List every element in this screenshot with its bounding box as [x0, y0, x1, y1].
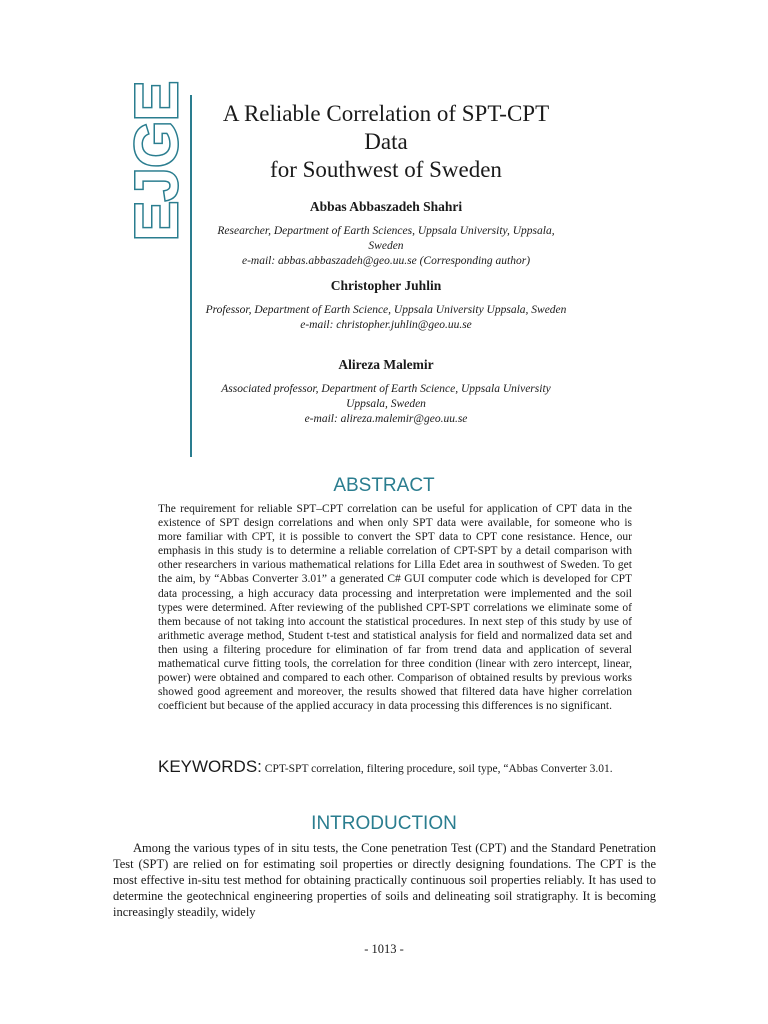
header-vertical-rule: [190, 95, 192, 457]
author-email[interactable]: e-mail: abbas.abbaszadeh@geo.uu.se (Corresponding author): [241, 255, 531, 267]
author-email[interactable]: e-mail: christopher.juhlin@geo.uu.se: [300, 319, 472, 331]
author-name: Abbas Abbaszadeh Shahri: [309, 199, 463, 214]
keywords: [158, 757, 632, 776]
author-affiliation: Associated professor, Department of Earth Science, Uppsala University Uppsala, Sweden: [221, 383, 551, 410]
abstract-heading: ABSTRACT: [333, 475, 435, 496]
keywords-text: CPT-SPT correlation, filtering procedure, soil type, “Abbas Converter 3.01.: [264, 763, 613, 775]
keywords-label: KEYWORDS:: [158, 757, 262, 776]
introduction-heading: INTRODUCTION: [311, 813, 457, 834]
paper-title-line-1: A Reliable Correlation of SPT-CPT Data: [222, 101, 550, 154]
author-block-2: [200, 277, 572, 333]
introduction-body: Among the various types of in situ tests, the Cone penetration Test (CPT) and the Standard Penetration Test (SPT) are relied on for estimating soil properties or directly designing foundations. The CPT is the most effective in-situ test method for obtaining practically continuous soil properties reliably. It has used to determine the geotechnical engineering properties of soils and delineating soil stratigraphy. It is becoming increasingly steadily, widely: [113, 841, 656, 919]
journal-logo-text: EJGE: [123, 80, 190, 241]
author-name: Christopher Juhlin: [330, 278, 442, 293]
abstract-body: The requirement for reliable SPT–CPT correlation can be useful for application of CPT data in the existence of SPT design correlations and when only SPT data were available, for someone who is more familiar with CPT, it is possible to convert the SPT data to CPT cone resistance. Hence, our emphasis in this study is to determine a reliable correlation of CPT-SPT by a detail comparison with other researchers in various mathematical relations for Lilla Edet area in southwest of Sweden. To get the aim, by “Abbas Converter 3.01” a generated C# GUI computer code which is developed for CPT data processing, a high accuracy data processing and interpretation were implemented and the soil types were determined. After reviewing of the published CPT-SPT correlations we eliminate some of them because of not taking into account the statistical procedures. In next step of this study by use of arithmetic average method, Student t-test and statistical analysis for field and normalized data set and then using a filtering procedure for elimination of far from trend data and application of several mathematical curve fitting tools, the correlation for three condition (linear with zero intercept, linear, power) were obtained and compared to each other. Comparison of obtained results by previous works showed good agreement and moreover, the results showed that filtered data have higher correlation coefficient but because of the applied accuracy in data processing this differences is no significant.: [158, 503, 632, 713]
paper-title-line-2: for Southwest of Sweden: [270, 157, 502, 182]
author-block-3: [200, 356, 572, 427]
author-email[interactable]: e-mail: alireza.malemir@geo.uu.se: [304, 413, 468, 425]
journal-logo: [123, 80, 190, 242]
author-affiliation: Professor, Department of Earth Science, Uppsala University Uppsala, Sweden: [205, 304, 567, 316]
author-block-1: [200, 198, 572, 269]
paper-title: [200, 100, 572, 184]
page-number: - 1013 -: [364, 942, 404, 956]
author-affiliation: Researcher, Department of Earth Sciences, Uppsala University, Uppsala, Sweden: [217, 225, 555, 252]
author-name: Alireza Malemir: [338, 357, 434, 372]
